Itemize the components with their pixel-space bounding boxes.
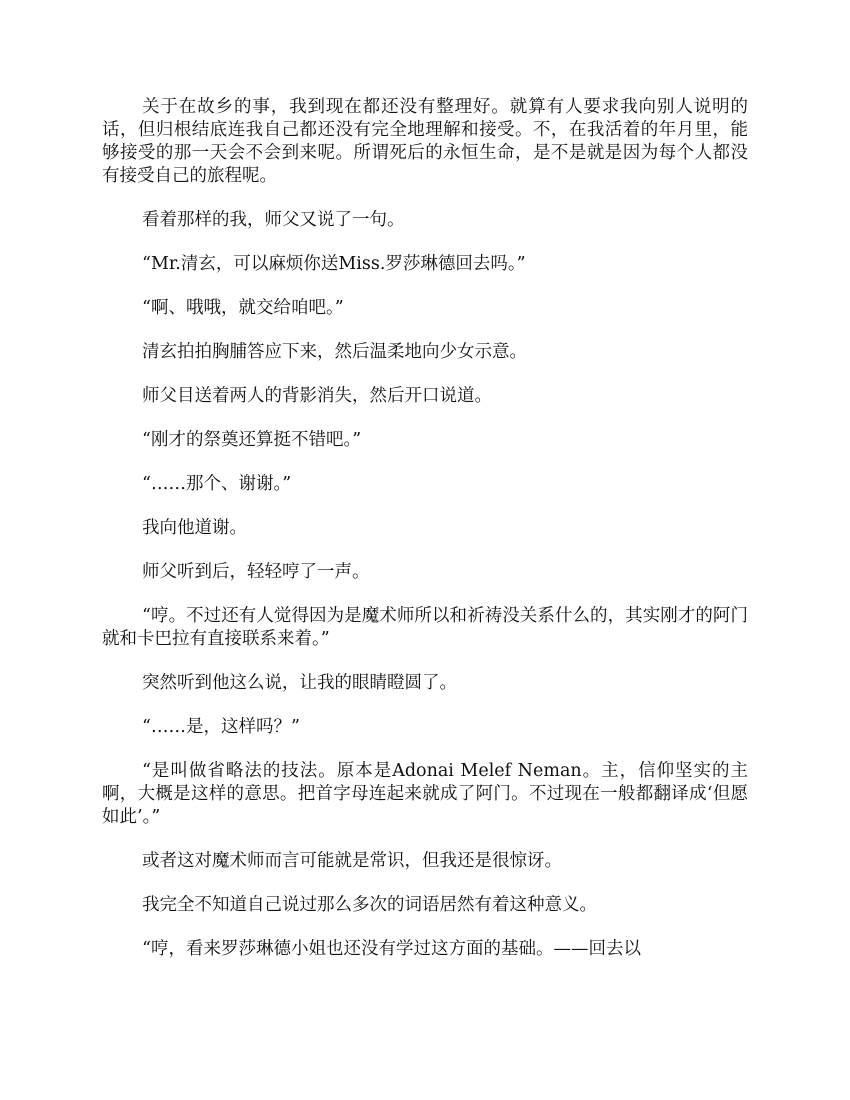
paragraph: “哼，看来罗莎琳德小姐也还没有学过这方面的基础。——回去以: [142, 939, 641, 959]
paragraph: “……那个、谢谢。”: [142, 474, 292, 494]
paragraph: “啊、哦哦，就交给咱吧。”: [142, 298, 344, 318]
document-body: [102, 96, 748, 982]
paragraph: “刚才的祭奠还算挺不错吧。”: [142, 430, 362, 450]
paragraph: 师父目送着两人的背影消失，然后开口说道。: [142, 386, 492, 406]
paragraph: 看着那样的我，师父又说了一句。: [142, 210, 405, 230]
paragraph: 清玄拍拍胸脯答应下来，然后温柔地向少女示意。: [142, 342, 527, 362]
paragraph: 师父听到后，轻轻哼了一声。: [142, 562, 370, 582]
paragraph: 关于在故乡的事，我到现在都还没有整理好。就算有人要求我向别人说明的话，但归根结底连我自己都还没有完全地理解和接受。不，在我活着的年月里，能够接受的那一天会不会到来呢。所谓死后的永恒生命，是不是就是因为每个人都没有接受自己的旅程呢。: [102, 97, 748, 186]
paragraph: “Mr.清玄，可以麻烦你送Miss.罗莎琳德回去吗。”: [142, 254, 526, 274]
paragraph: “……是，这样吗？”: [142, 717, 300, 737]
paragraph: 我完全不知道自己说过那么多次的词语居然有着这种意义。: [142, 895, 597, 915]
paragraph: 或者这对魔术师而言可能就是常识，但我还是很惊讶。: [142, 851, 562, 871]
paragraph: 突然听到他这么说，让我的眼睛瞪圆了。: [142, 673, 457, 693]
paragraph: “是叫做省略法的技法。原本是Adonai Melef Neman。主，信仰坚实的主啊，大概是这样的意思。把首字母连起来就成了阿门。不过现在一般都翻译成‘但愿如此’。”: [102, 761, 748, 827]
paragraph: “哼。不过还有人觉得因为是魔术师所以和祈祷没关系什么的，其实刚才的阿门就和卡巴拉有直接联系来着。”: [102, 606, 748, 649]
paragraph: 我向他道谢。: [142, 518, 247, 538]
